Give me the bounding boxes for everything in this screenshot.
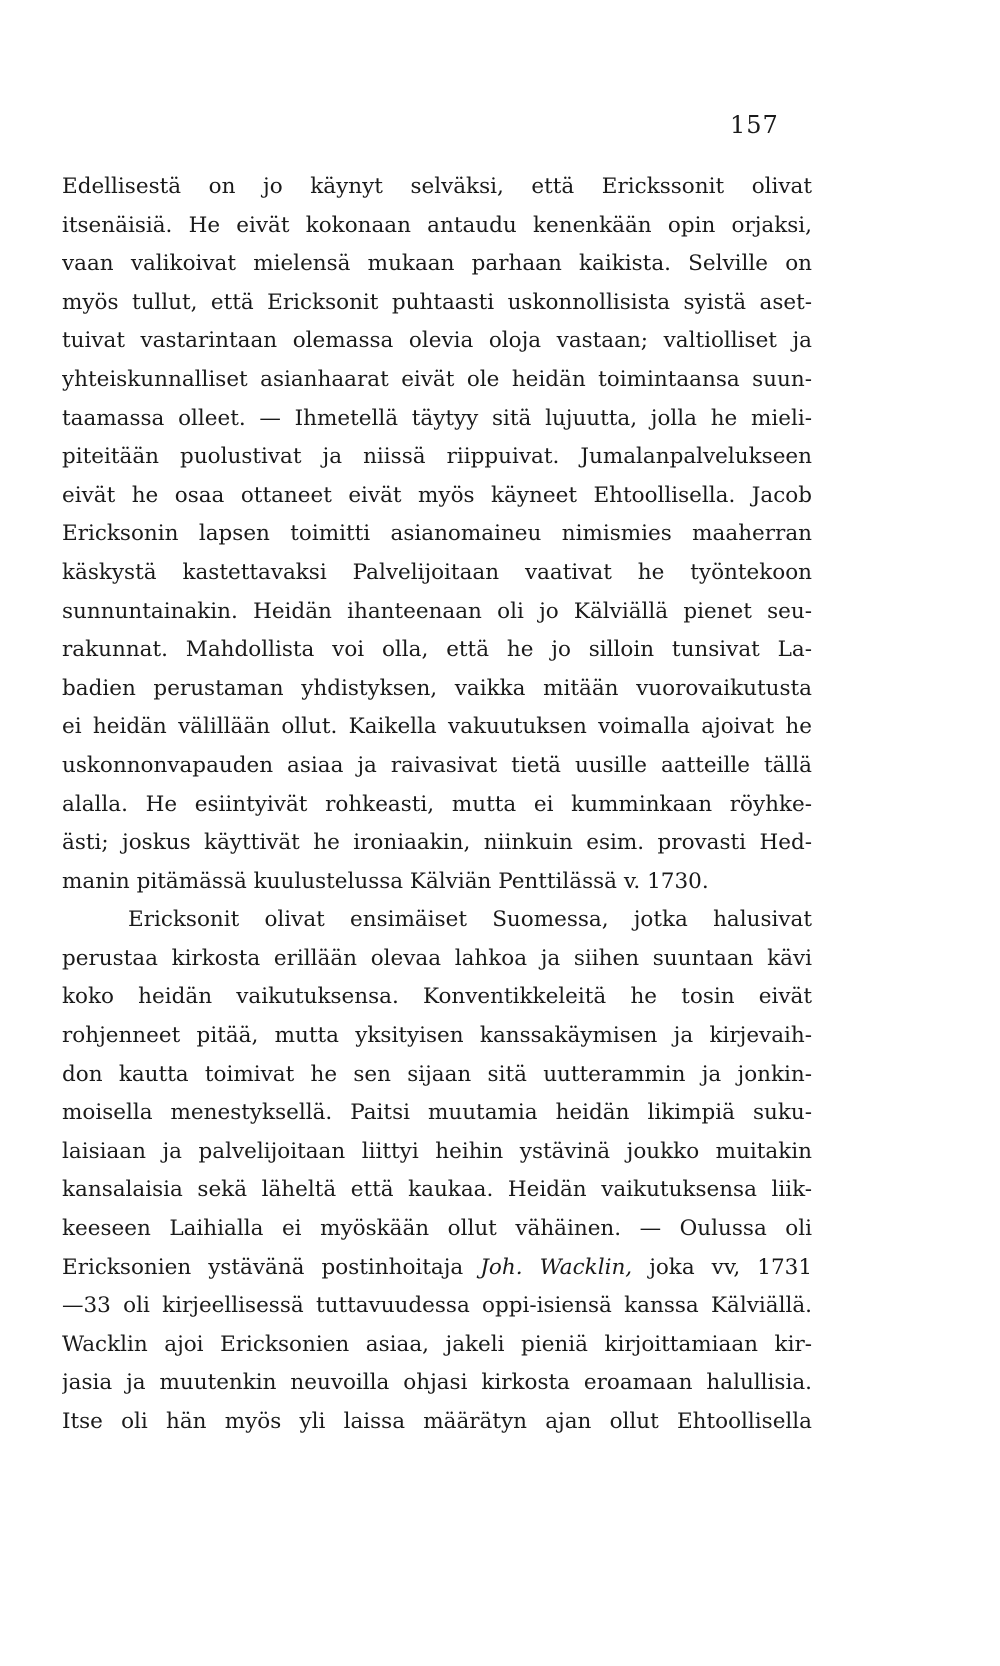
text-line: tuivat vastarintaan olemassa olevia oloja vastaan; valtiolliset ja	[62, 328, 812, 354]
text-line-mixed	[62, 1249, 812, 1288]
text-line: Wacklin ajoi Ericksonien asiaa, jakeli pieniä kirjoittamiaan kir-	[62, 1331, 812, 1357]
text-line: itsenäisiä. He eivät kokonaan antaudu kenenkään opin orjaksi,	[62, 212, 812, 238]
text-line: laisiaan ja palvelijoitaan liittyi heihin ystävinä joukko muitakin	[62, 1138, 812, 1164]
text-line: jasia ja muutenkin neuvoilla ohjasi kirkosta eroamaan halullisia.	[62, 1370, 812, 1396]
text-line: don kautta toimivat he sen sijaan sitä uutterammin ja jonkin-	[62, 1061, 812, 1087]
text-line: yhteiskunnalliset asianhaarat eivät ole heidän toimintaansa suun-	[62, 366, 812, 392]
text-line: alalla. He esiintyivät rohkeasti, mutta ei kumminkaan röyhke-	[62, 791, 812, 817]
text-line: vaan valikoivat mielensä mukaan parhaan kaikista. Selville on	[62, 251, 812, 277]
text-line: ei heidän välillään ollut. Kaikella vakuutuksen voimalla ajoivat he	[62, 714, 812, 740]
text-line: taamassa olleet. — Ihmetellä täytyy sitä lujuutta, jolla he mieli-	[62, 405, 812, 431]
text-line: badien perustaman yhdistyksen, vaikka mitään vuorovaikutusta	[62, 675, 812, 701]
body-text	[62, 168, 812, 1442]
text-line: moisella menestyksellä. Paitsi muutamia heidän likimpiä suku-	[62, 1100, 812, 1126]
text-line: Ericksonin lapsen toimitti asianomaineu nimismies maaherran	[62, 521, 812, 547]
text-line: keeseen Laihialla ei myöskään ollut vähäinen. — Oulussa oli	[62, 1216, 812, 1242]
text-line: myös tullut, että Ericksonit puhtaasti uskonnollisista syistä aset-	[62, 289, 812, 315]
text-line: —33 oli kirjeellisessä tuttavuudessa oppi-isiensä kanssa Kälviällä.	[62, 1293, 812, 1319]
text-line: sunnuntainakin. Heidän ihanteenaan oli jo Kälviällä pienet seu-	[62, 598, 812, 624]
text-line: eivät he osaa ottaneet eivät myös käyneet Ehtoollisella. Jacob	[62, 482, 812, 508]
text-line: ästi; joskus käyttivät he ironiaakin, niinkuin esim. provasti Hed-	[62, 830, 812, 856]
text-line: rohjenneet pitää, mutta yksityisen kanssakäymisen ja kirjevaih-	[62, 1023, 812, 1049]
text-line: perustaa kirkosta erillään olevaa lahkoa ja siihen suuntaan kävi	[62, 945, 812, 971]
text-line: kansalaisia sekä läheltä että kaukaa. Heidän vaikutuksensa liik-	[62, 1177, 812, 1203]
line-tail: joka vv, 1731	[649, 1254, 812, 1280]
paragraph-end-line: manin pitämässä kuulustelussa Kälviän Penttilässä v. 1730.	[62, 868, 709, 894]
text-line: uskonnonvapauden asiaa ja raivasivat tietä uusille aatteille tällä	[62, 752, 812, 778]
text-line: rakunnat. Mahdollista voi olla, että he jo silloin tunsivat La-	[62, 637, 812, 663]
text-line: piteitään puolustivat ja niissä riippuivat. Jumalanpalvelukseen	[62, 444, 812, 470]
text-line: Itse oli hän myös yli laissa määrätyn ajan ollut Ehtoollisella	[62, 1409, 812, 1434]
text-line: Edellisestä on jo käynyt selväksi, että Erickssonit olivat	[62, 174, 812, 199]
text-line: käskystä kastettavaksi Palvelijoitaan vaativat he työntekoon	[62, 559, 812, 585]
paragraph-start-line: Ericksonit olivat ensimäiset Suomessa, jotka halusivat	[128, 907, 812, 933]
text-line: koko heidän vaikutuksensa. Konventikkeleitä he tosin eivät	[62, 984, 812, 1010]
page-number: 157	[730, 111, 779, 139]
line-head: Ericksonien ystävänä postinhoitaja	[62, 1254, 464, 1280]
italic-name: Joh. Wacklin,	[480, 1254, 633, 1280]
